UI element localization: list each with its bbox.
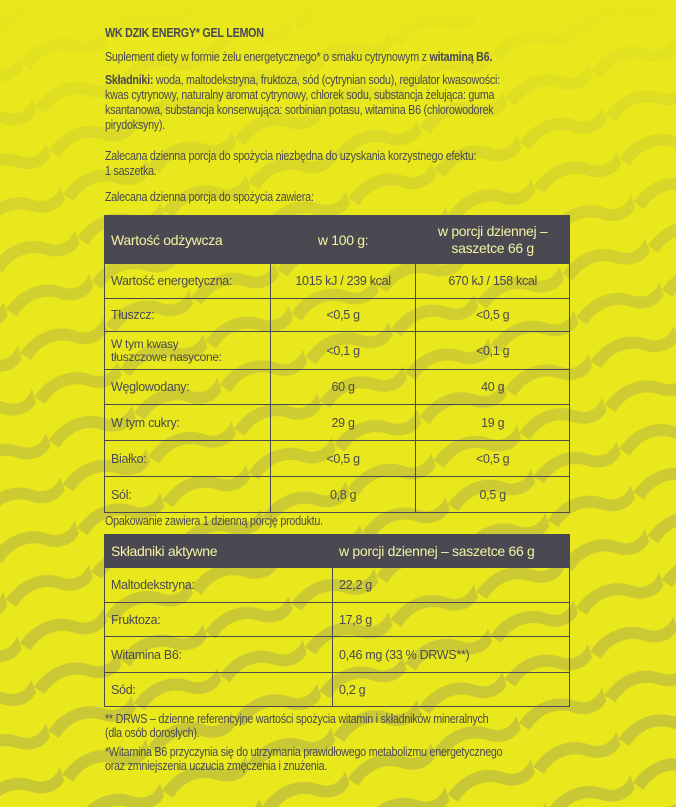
table-row xyxy=(105,603,570,637)
table-row xyxy=(105,332,570,370)
packaging-note: Opakowanie zawiera 1 dzienną porcję produktu. xyxy=(105,514,323,528)
row-name: Sól: xyxy=(105,477,271,513)
row-name: Sód: xyxy=(105,673,333,707)
row-value: 17,8 g xyxy=(333,603,570,637)
row-portion: <0,5 g xyxy=(416,299,570,332)
row-portion: <0,5 g xyxy=(416,441,570,477)
active-header-value: w porcji dziennej – saszetce 66 g xyxy=(333,535,570,568)
table-row xyxy=(105,299,570,332)
row-name: Maltodekstryna: xyxy=(105,568,333,603)
row-value: 22,2 g xyxy=(333,568,570,603)
row-per100: <0,1 g xyxy=(270,332,416,370)
row-per100: <0,5 g xyxy=(270,441,416,477)
row-per100: 0,8 g xyxy=(270,477,416,513)
row-name: Białko: xyxy=(105,441,271,477)
table-row xyxy=(105,673,570,707)
table-row xyxy=(105,370,570,405)
nutrition-table xyxy=(104,215,570,513)
row-per100: 1015 kJ / 239 kcal xyxy=(270,264,416,299)
ingredients-line-1: Składniki: woda, maltodekstryna, fruktoza, sód (cytrynian sodu), regulator kwasowości: xyxy=(105,73,500,87)
row-portion: 670 kJ / 158 kcal xyxy=(416,264,570,299)
active-header-name: Składniki aktywne xyxy=(105,535,333,568)
ingredients-line-2: kwas cytrynowy, naturalny aromat cytrynowy, chlorek sodu, substancja żelująca: guma xyxy=(105,88,495,102)
recommended-portion-line-2: 1 saszetka. xyxy=(105,164,157,178)
footnote-drws-1: ** DRWS – dzienne referencyjne wartości spożycia witamin i składników mineralnych xyxy=(105,712,489,726)
table-row xyxy=(105,264,570,299)
row-value: 0,46 mg (33 % DRWS**) xyxy=(333,637,570,673)
row-portion: 19 g xyxy=(416,405,570,441)
footnote-b6-2: oraz zmniejszenia uczucia zmęczenia i znużenia. xyxy=(105,759,328,773)
table-row xyxy=(105,637,570,673)
row-portion: 0,5 g xyxy=(416,477,570,513)
row-name: Witamina B6: xyxy=(105,637,333,673)
row-per100: 60 g xyxy=(270,370,416,405)
table-row xyxy=(105,441,570,477)
row-name: W tym kwasy tłuszczowe nasycone: xyxy=(105,332,271,370)
portion-contains: Zalecana dzienna porcja do spożycia zawiera: xyxy=(105,190,314,204)
row-value: 0,2 g xyxy=(333,673,570,707)
row-name: Węglowodany: xyxy=(105,370,271,405)
footnote-b6-1: *Witamina B6 przyczynia się do utrzymania prawidłowego metabolizmu energetycznego xyxy=(105,745,503,759)
row-name: Tłuszcz: xyxy=(105,299,271,332)
product-title: WK DZIK ENERGY* GEL LEMON xyxy=(105,26,264,40)
ingredients-line-3: ksantanowa, substancja konserwująca: sorbinian potasu, witamina B6 (chlorowodorek xyxy=(105,103,494,117)
row-per100: <0,5 g xyxy=(270,299,416,332)
ingredients-line-4: pirydoksyny). xyxy=(105,118,165,132)
row-name: Wartość energetyczna: xyxy=(105,264,271,299)
table-row xyxy=(105,568,570,603)
footnote-drws-2: (dla osób dorosłych). xyxy=(105,726,200,740)
nutrition-header-row xyxy=(105,216,570,264)
product-description: Suplement diety w formie żelu energetycznego* o smaku cytrynowym z witaminą B6. xyxy=(105,50,493,64)
row-per100: 29 g xyxy=(270,405,416,441)
nutrition-header-portion: w porcji dziennej – saszetce 66 g xyxy=(416,216,570,264)
recommended-portion-line-1: Zalecana dzienna porcja do spożycia niezbędna do uzyskania korzystnego efektu: xyxy=(105,149,477,163)
table-row xyxy=(105,477,570,513)
row-portion: 40 g xyxy=(416,370,570,405)
nutrition-header-name: Wartość odżywcza xyxy=(105,216,271,264)
row-name: W tym cukry: xyxy=(105,405,271,441)
nutrition-header-per100: w 100 g: xyxy=(270,216,416,264)
row-name: Fruktoza: xyxy=(105,603,333,637)
table-row xyxy=(105,405,570,441)
row-portion: <0,1 g xyxy=(416,332,570,370)
active-ingredients-table xyxy=(104,534,570,707)
active-header-row xyxy=(105,535,570,568)
